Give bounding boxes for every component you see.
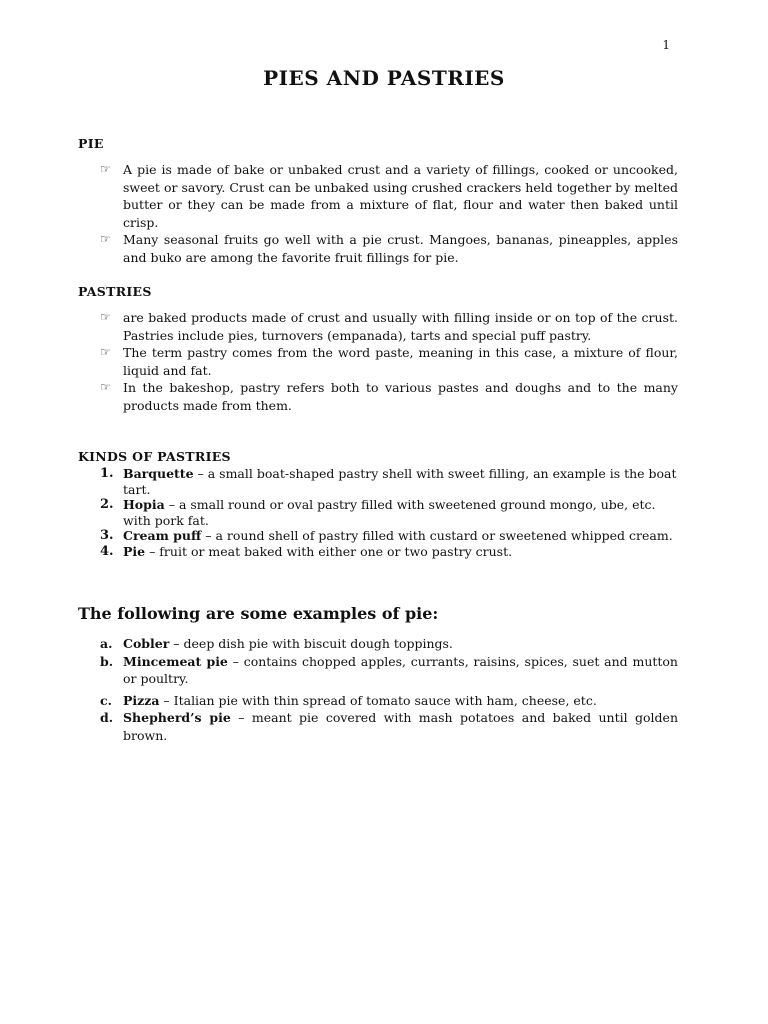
list-item (96, 497, 678, 528)
list-item (100, 379, 678, 414)
list-item (100, 653, 678, 688)
pastries-bullet-list (100, 309, 678, 414)
term: Cobler (123, 636, 170, 651)
list-item (100, 709, 678, 744)
kinds-numbered-list (96, 466, 678, 559)
list-letter: b. (100, 653, 114, 669)
list-letter: d. (100, 710, 114, 725)
list-item (96, 466, 678, 497)
definition: – Italian pie with thin spread of tomato sauce with ham, cheese, etc. (159, 692, 597, 708)
term: Shepherd’s pie (123, 710, 231, 725)
definition: – a small round or oval pastry filled with sweetened ground mongo, ube, etc. with pork fat. (123, 497, 656, 528)
list-item (100, 231, 678, 266)
examples-heading: The following are some examples of pie: (78, 604, 439, 623)
bullet-text: The term pastry comes from the word paste, meaning in this case, a mixture of flour, liquid and fat. (123, 345, 678, 378)
list-item (100, 344, 678, 379)
definition: – a small boat-shaped pastry shell with sweet filling, an example is the boat tart. (123, 466, 677, 497)
pie-bullet-list (100, 161, 678, 266)
list-item (96, 528, 678, 544)
list-number: 1. (100, 466, 114, 481)
definition: – deep dish pie with biscuit dough toppings. (169, 636, 453, 651)
page-number: 1 (662, 38, 670, 52)
examples-lettered-list (100, 635, 678, 744)
list-item (100, 161, 678, 231)
hand-pointing-right-icon: ☞ (100, 162, 111, 176)
definition: – contains chopped apples, currants, raisins, spices, suet and mutton or poultry. (123, 653, 678, 686)
list-number: 4. (100, 543, 114, 559)
term: Pizza (123, 692, 160, 708)
list-item (100, 692, 678, 710)
term: Mincemeat pie (123, 653, 228, 669)
definition: – a round shell of pastry filled with custard or sweetened whipped cream. (201, 528, 673, 543)
page-title: PIES AND PASTRIES (263, 66, 505, 90)
list-item (100, 635, 678, 653)
bullet-text: In the bakeshop, pastry refers both to various pastes and doughs and to the many products made from them. (123, 380, 678, 413)
hand-pointing-right-icon: ☞ (100, 380, 111, 394)
term: Pie (123, 543, 146, 559)
definition: – fruit or meat baked with either one or two pastry crust. (145, 543, 513, 559)
hand-pointing-right-icon: ☞ (100, 310, 111, 324)
bullet-text: Many seasonal fruits go well with a pie crust. Mangoes, bananas, pineapples, apples and buko are among the favorite fruit fillings for pie. (123, 232, 678, 265)
list-letter: c. (100, 692, 112, 708)
list-number: 3. (100, 528, 114, 543)
list-number: 2. (100, 497, 114, 512)
term: Hopia (123, 497, 165, 512)
list-item (100, 309, 678, 344)
term: Cream puff (123, 528, 202, 543)
section-heading-pastries: PASTRIES (78, 284, 152, 299)
hand-pointing-right-icon: ☞ (100, 345, 111, 359)
definition: – meant pie covered with mash potatoes and baked until golden brown. (123, 710, 678, 743)
bullet-text: A pie is made of bake or unbaked crust and a variety of fillings, cooked or uncooked, sweet or savory. Crust can be unbaked using crushed crackers held together by melted butter or they can be made from a mixture of flat, flour and water then baked until crisp. (123, 162, 678, 230)
bullet-text: are baked products made of crust and usually with filling inside or on top of the crust. Pastries include pies, turnovers (empanada), tarts and special puff pastry. (123, 310, 678, 343)
list-item (96, 544, 678, 560)
hand-pointing-right-icon: ☞ (100, 232, 111, 246)
list-letter: a. (100, 636, 113, 651)
section-heading-kinds: KINDS OF PASTRIES (78, 449, 231, 464)
section-heading-pie: PIE (78, 136, 104, 151)
term: Barquette (123, 466, 194, 481)
